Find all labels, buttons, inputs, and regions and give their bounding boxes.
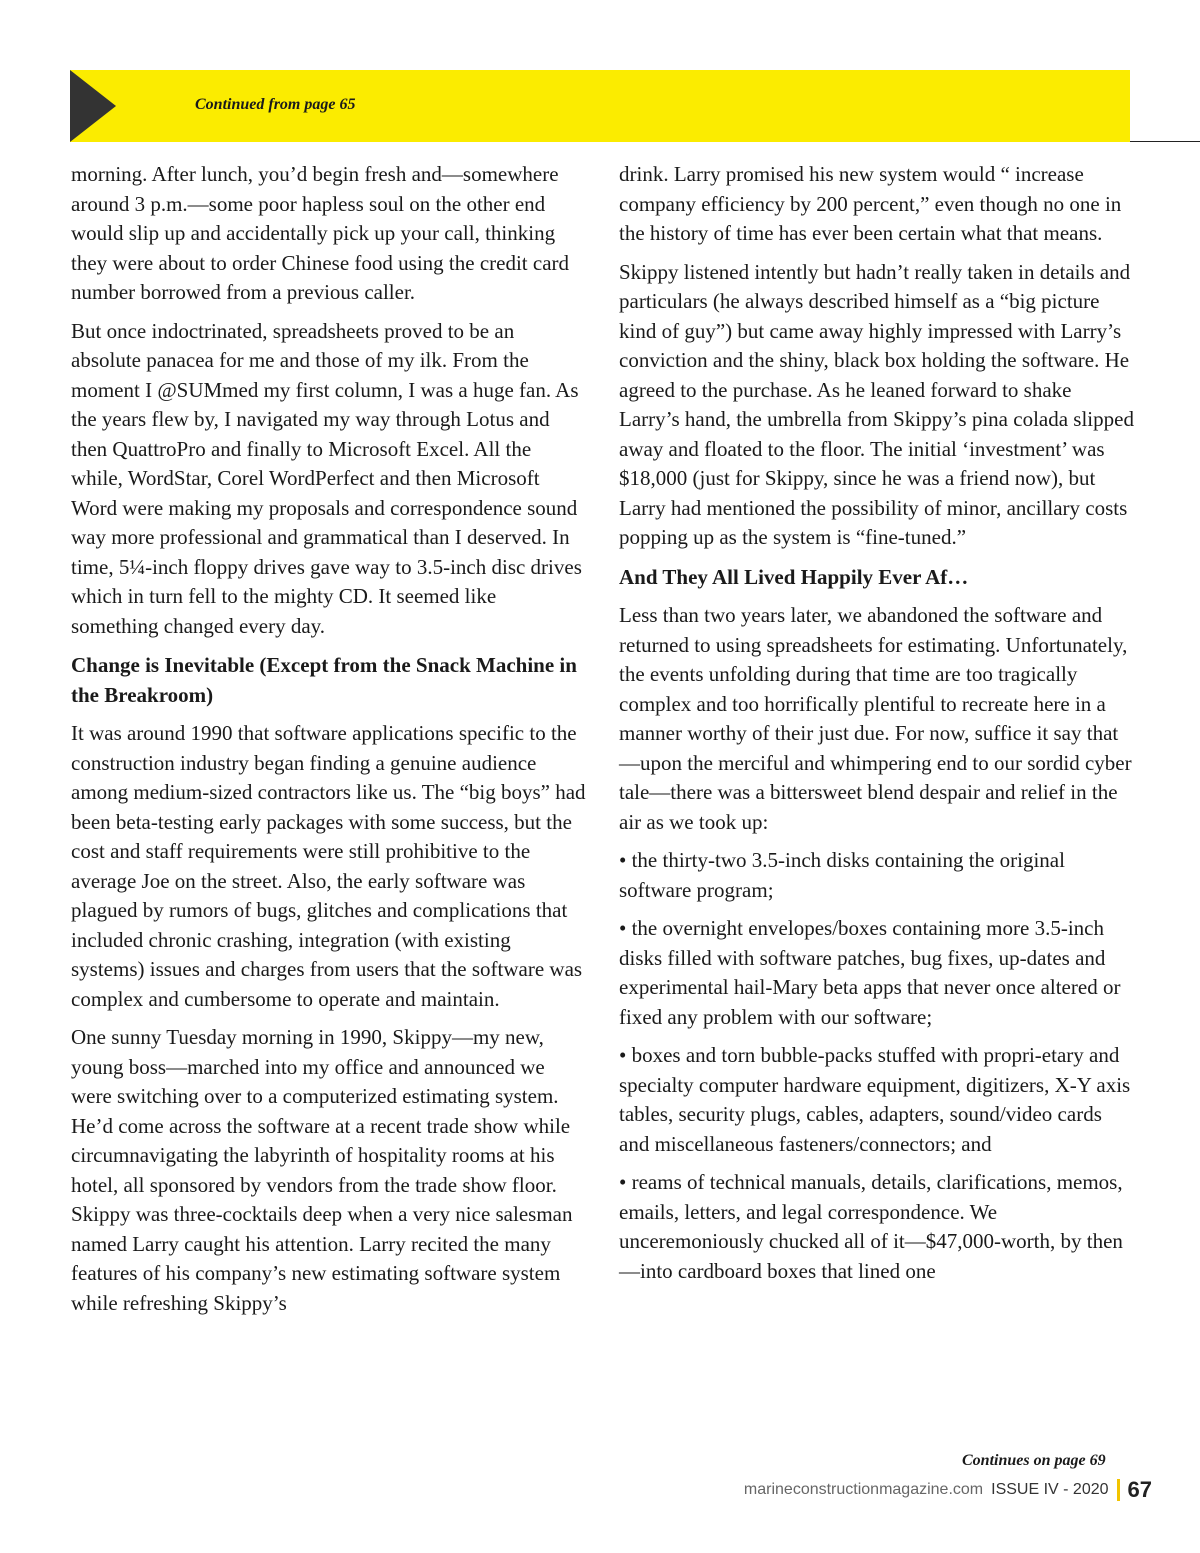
paragraph: • reams of technical manuals, details, clarifications, memos, emails, letters, and legal correspondence. We unceremoniously chucked all of it—$47,000-worth, by then—into cardboard boxes that lined one [619,1170,1123,1283]
footer-url: marineconstructionmagazine.com [743,1481,984,1498]
footer-divider [1117,1479,1120,1501]
paragraph: It was around 1990 that software applications specific to the construction industry began finding a genuine audience among medium-sized contractors like us. The “big boys” had been beta-testing early packages with some success, but the cost and staff requirements were still prohibitive to the average Joe on the street. Also, the early software was plagued by rumors of bugs, glitches and complications that included chronic crashing, integration (with existing systems) issues and charges from users that the software was complex and cumbersome to operate and maintain. [71,721,586,1011]
section-heading: Change is Inevitable (Except from the Snack Machine in the Breakroom) [71,653,577,707]
page-number: 67 [1127,1477,1152,1502]
page-footer [744,1477,1152,1503]
continues-on-label: Continues on page 69 [962,1452,1106,1469]
continued-from-label: Continued from page 65 [195,96,356,113]
paragraph: But once indoctrinated, spreadsheets proved to be an absolute panacea for me and those of my ilk. From the moment I @SUMmed my first column, I was a huge fan. As the years flew by, I navigated my way through Lotus and then QuattroPro and finally to Microsoft Excel. All the while, WordStar, Corel WordPerfect and then Microsoft Word were making my proposals and correspondence sound way more professional and grammatical than I deserved. In time, 5¼-inch floppy drives gave way to 3.5-inch disc drives which in turn fell to the mighty CD. It seemed like something changed every day. [71,318,582,638]
section-heading: And They All Lived Happily Ever Af… [619,564,969,589]
paragraph: drink. Larry promised his new system would “ increase company efficiency by 200 percent,” even though no one in the history of time has ever been certain what that means. [619,162,1122,245]
paragraph: morning. After lunch, you’d begin fresh and—somewhere around 3 p.m.—some poor hapless soul on the other end would slip up and accidentally pick up your call, thinking they were about to order Chinese food using the credit card number borrowed from a previous caller. [71,162,570,304]
left-column [71,160,586,1327]
footer-issue: ISSUE IV - 2020 [991,1481,1109,1498]
right-column [619,160,1134,1295]
paragraph: • the overnight envelopes/boxes containing more 3.5-inch disks filled with software patches, bug fixes, up-dates and experimental hail-Mary beta apps that never once altered or fixed any problem with our software; [619,916,1121,1029]
paragraph: One sunny Tuesday morning in 1990, Skippy—my new, young boss—marched into my office and announced we were switching over to a computerized estimating system. He’d come across the software at a recent trade show while circumnavigating the labyrinth of hospitality rooms at his hotel, all sponsored by vendors from the trade show floor. Skippy was three-cocktails deep when a very nice salesman named Larry caught his attention. Larry recited the many features of his company’s new estimating software system while refreshing Skippy’s [71,1025,573,1315]
banner-divider [1130,141,1200,142]
banner-arrow-icon [70,70,116,142]
paragraph: • the thirty-two 3.5-inch disks containing the original software program; [619,848,1065,902]
paragraph: Skippy listened intently but hadn’t really taken in details and particulars (he always described himself as a “big picture kind of guy”) but came away highly impressed with Larry’s conviction and the shiny, black box holding the software. He agreed to the purchase. As he leaned forward to shake Larry’s hand, the umbrella from Skippy’s pina colada slipped away and floated to the floor. The initial ‘investment’ was $18,000 (just for Skippy, since he was a friend now), but Larry had mentioned the possibility of minor, ancillary costs popping up as the system is “fine-tuned.” [619,259,1134,549]
paragraph: Less than two years later, we abandoned the software and returned to using spreadsheets for estimating. Unfortunately, the events unfolding during that time are too tragically complex and too horrifically plentiful to recreate here in a manner worthy of their just due. For now, suffice it say that—upon the merciful and whimpering end to our sordid cyber tale—there was a bittersweet blend despair and relief in the air as we took up: [619,603,1132,834]
paragraph: • boxes and torn bubble-packs stuffed with propri-etary and specialty computer hardware equipment, digitizers, X-Y axis tables, security plugs, cables, adapters, sound/video cards and miscellaneous fasteners/connectors; and [619,1043,1131,1156]
